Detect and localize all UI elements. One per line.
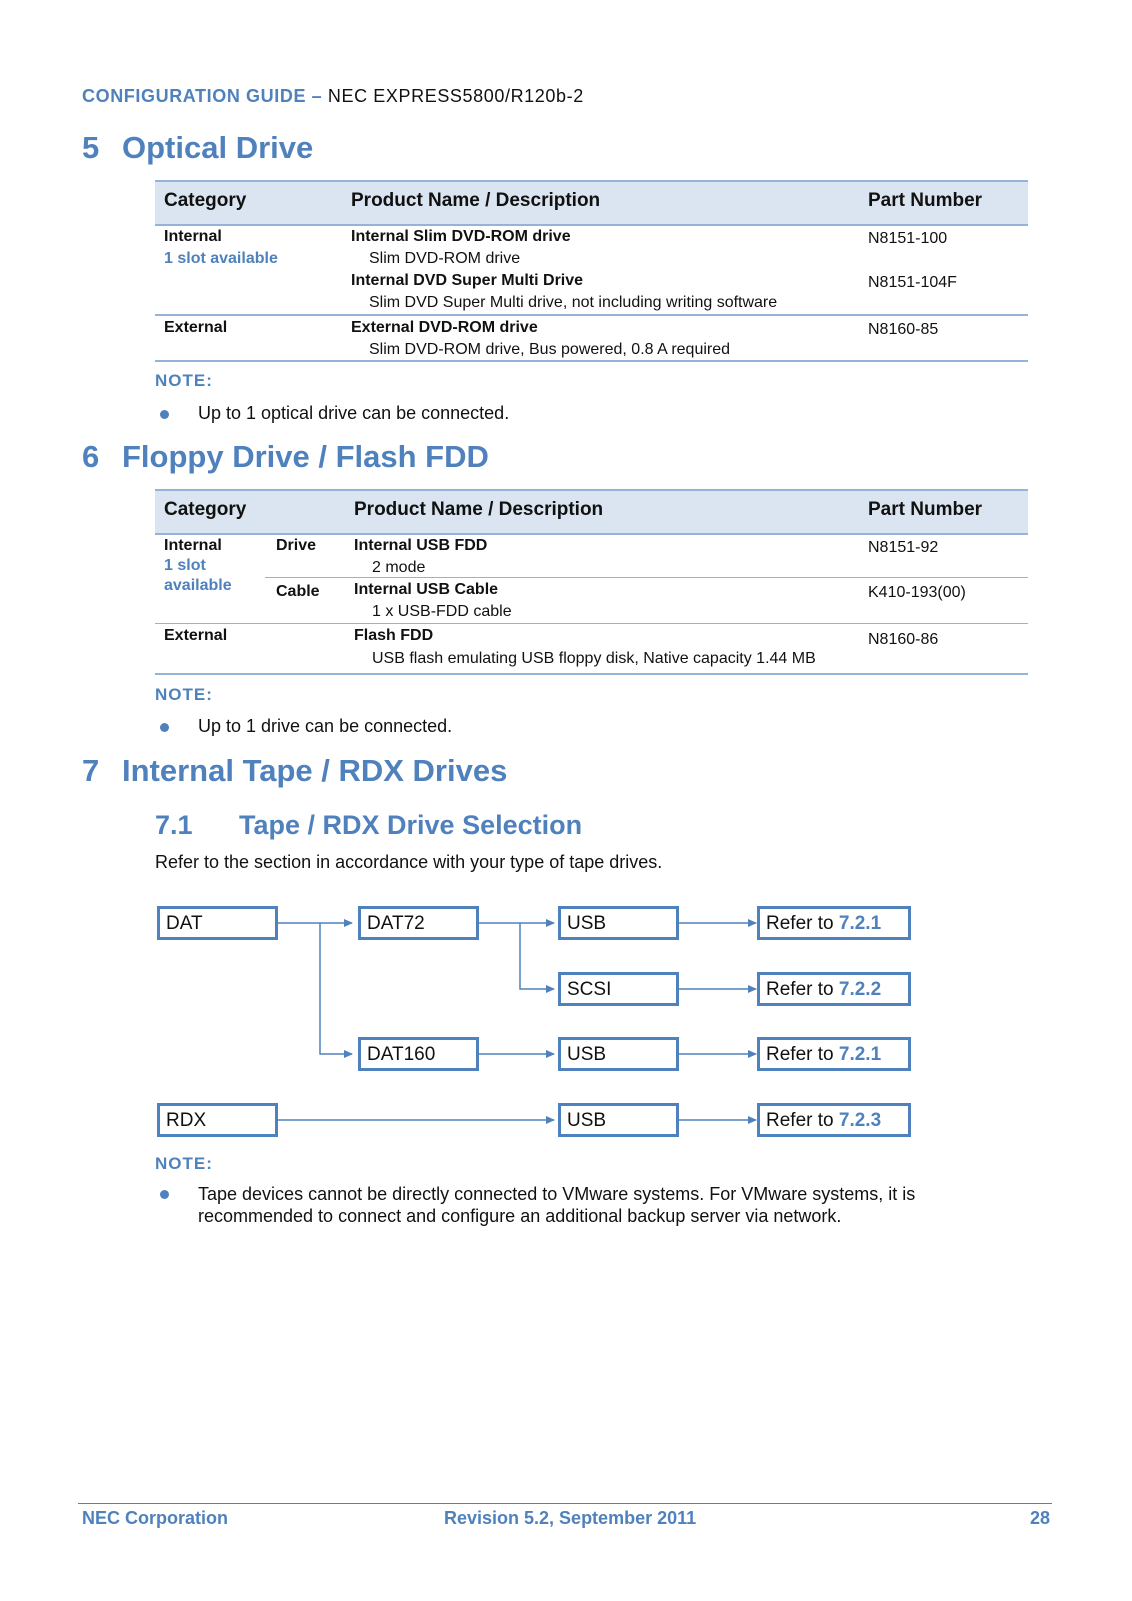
note-label: NOTE: bbox=[155, 1154, 213, 1173]
note-label: NOTE: bbox=[155, 685, 213, 704]
flow-box-dat72: DAT72 bbox=[358, 906, 479, 940]
part-number: N8160-85 bbox=[868, 321, 939, 338]
section-number: 6 bbox=[82, 439, 100, 474]
product-name: Internal Slim DVD-ROM drive bbox=[351, 228, 571, 245]
refer-text: Refer to bbox=[766, 913, 834, 934]
refer-text: Refer to bbox=[766, 1044, 834, 1065]
slot-availability: 1 slot available bbox=[164, 250, 278, 267]
flow-box-reference bbox=[757, 972, 911, 1006]
flow-box-usb: USB bbox=[558, 1103, 679, 1137]
note-item bbox=[198, 1183, 968, 1227]
part-number: N8151-104F bbox=[868, 274, 957, 291]
flow-box-rdx: RDX bbox=[157, 1103, 278, 1137]
flow-box-reference bbox=[757, 906, 911, 940]
category-internal: Internal bbox=[164, 228, 222, 245]
item-type-cable: Cable bbox=[276, 583, 320, 600]
flow-box-usb: USB bbox=[558, 906, 679, 940]
flow-box-reference bbox=[757, 1037, 911, 1071]
col-header-part-number: Part Number bbox=[868, 190, 983, 211]
section-reference-link[interactable]: 7.2.1 bbox=[838, 913, 882, 934]
note-text: Up to 1 drive can be connected. bbox=[198, 716, 453, 736]
section-reference-link[interactable]: 7.2.3 bbox=[838, 1110, 882, 1131]
flow-box-reference bbox=[757, 1103, 911, 1137]
product-description: USB flash emulating USB floppy disk, Native capacity 1.44 MB bbox=[372, 650, 816, 667]
col-header-product: Product Name / Description bbox=[354, 499, 604, 520]
section-title: Optical Drive bbox=[122, 130, 314, 165]
footer-rule bbox=[78, 1503, 1052, 1504]
subsection-title: Tape / RDX Drive Selection bbox=[239, 810, 583, 840]
section-reference-link[interactable]: 7.2.2 bbox=[838, 979, 882, 1000]
product-description: Slim DVD-ROM drive bbox=[369, 250, 521, 267]
subsection-number: 7.1 bbox=[155, 810, 193, 840]
note-label: NOTE: bbox=[155, 371, 213, 390]
section-number: 5 bbox=[82, 130, 100, 165]
product-description: Slim DVD Super Multi drive, not including writing software bbox=[369, 294, 778, 311]
part-number: N8160-86 bbox=[868, 631, 939, 648]
footer-revision: Revision 5.2, September 2011 bbox=[444, 1508, 697, 1528]
flow-box-usb: USB bbox=[558, 1037, 679, 1071]
bullet-icon bbox=[160, 1190, 169, 1199]
page-number: 28 bbox=[1030, 1508, 1051, 1528]
footer-company: NEC Corporation bbox=[82, 1508, 228, 1528]
part-number: K410-193(00) bbox=[868, 584, 966, 601]
part-number: N8151-100 bbox=[868, 230, 948, 247]
section-number: 7 bbox=[82, 753, 100, 788]
category-internal: Internal bbox=[164, 537, 222, 554]
product-name: Flash FDD bbox=[354, 627, 434, 644]
col-header-part-number: Part Number bbox=[868, 499, 983, 520]
intro-paragraph: Refer to the section in accordance with your type of tape drives. bbox=[155, 852, 663, 872]
product-name: Internal USB Cable bbox=[354, 581, 499, 598]
part-number: N8151-92 bbox=[868, 539, 939, 556]
flow-box-dat: DAT bbox=[157, 906, 278, 940]
refer-text: Refer to bbox=[766, 979, 834, 1000]
note-text: Tape devices cannot be directly connected to VMware systems. For VMware systems, it is recommended to connect and configure an additional backup server via network. bbox=[198, 1184, 916, 1226]
refer-text: Refer to bbox=[766, 1110, 834, 1131]
category-external: External bbox=[164, 627, 228, 644]
product-name: Internal DVD Super Multi Drive bbox=[351, 272, 584, 289]
connector-arrow bbox=[320, 923, 352, 1054]
slot-availability: 1 slot bbox=[164, 557, 206, 574]
section-title: Floppy Drive / Flash FDD bbox=[122, 439, 489, 474]
note-text: Up to 1 optical drive can be connected. bbox=[198, 403, 510, 423]
product-description: 2 mode bbox=[372, 559, 426, 576]
col-header-product: Product Name / Description bbox=[351, 190, 601, 211]
col-header-category: Category bbox=[164, 190, 247, 211]
guide-label: CONFIGURATION GUIDE – bbox=[82, 86, 323, 106]
product-description: 1 x USB-FDD cable bbox=[372, 603, 512, 620]
section-title: Internal Tape / RDX Drives bbox=[122, 753, 508, 788]
flow-box-scsi: SCSI bbox=[558, 972, 679, 1006]
category-external: External bbox=[164, 319, 228, 336]
connector-arrow bbox=[520, 923, 554, 989]
product-description: Slim DVD-ROM drive, Bus powered, 0.8 A required bbox=[369, 341, 731, 358]
flow-box-dat160: DAT160 bbox=[358, 1037, 479, 1071]
col-header-category: Category bbox=[164, 499, 247, 520]
slot-availability: available bbox=[164, 577, 232, 594]
section-reference-link[interactable]: 7.2.1 bbox=[838, 1044, 882, 1065]
item-type-drive: Drive bbox=[276, 537, 317, 554]
product-name: Internal USB FDD bbox=[354, 537, 488, 554]
product-model: NEC EXPRESS5800/R120b-2 bbox=[327, 86, 584, 106]
product-name: External DVD-ROM drive bbox=[351, 319, 538, 336]
